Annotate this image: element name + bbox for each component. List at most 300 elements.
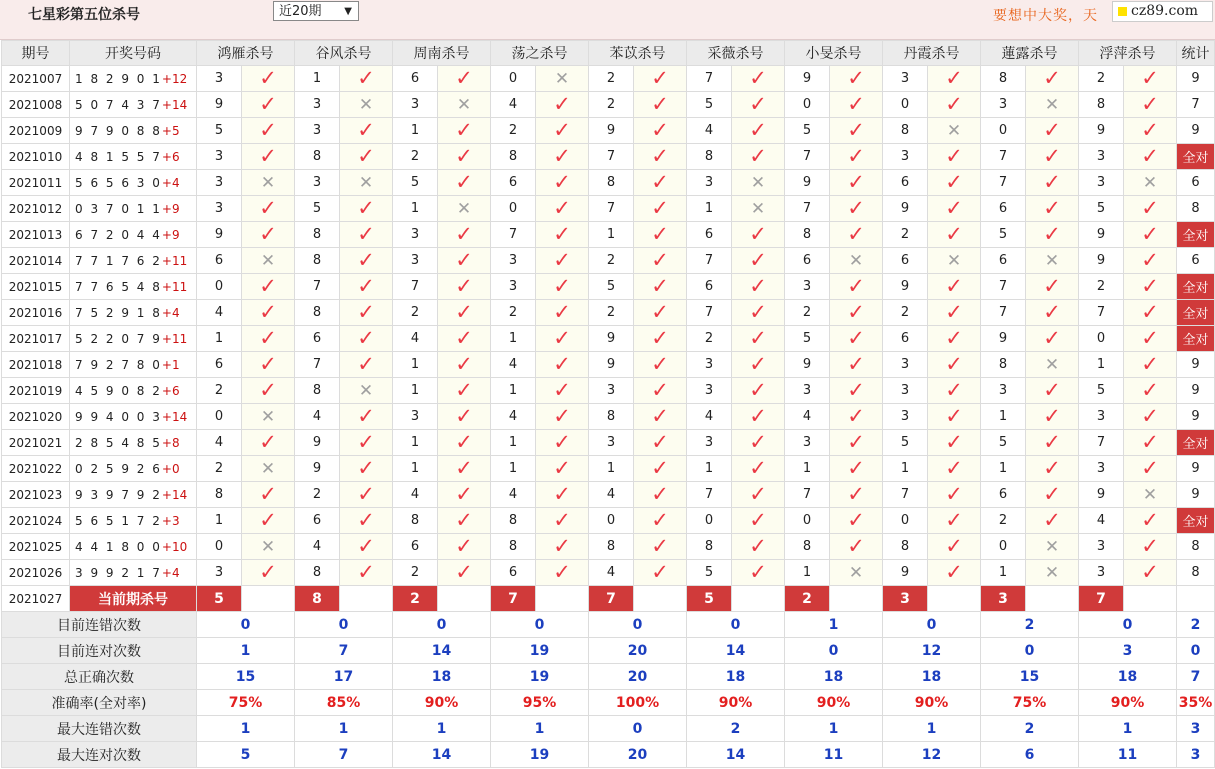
stat-cell: 全对: [1177, 508, 1215, 534]
stat-cell: 6: [1177, 170, 1215, 196]
check-icon: ✓: [259, 352, 277, 376]
stats-row: [2, 690, 1215, 716]
kill-number-cell: 3: [981, 378, 1026, 404]
draw-extra: +14: [161, 409, 188, 424]
check-icon: ✓: [945, 430, 963, 454]
draw-digits: 5 6 5 1 7 2: [75, 513, 162, 528]
kill-number-cell: 5: [687, 560, 732, 586]
result-mark-cell: [242, 378, 295, 404]
result-mark-cell: [928, 300, 981, 326]
kill-number-cell: 4: [589, 482, 634, 508]
kill-number-cell: 3: [687, 170, 732, 196]
result-mark-cell: [1026, 248, 1079, 274]
check-icon: ✓: [749, 248, 767, 272]
kill-number-cell: 2: [295, 482, 340, 508]
result-mark-cell: [732, 456, 785, 482]
check-icon: ✓: [1141, 560, 1159, 584]
result-mark-cell: [438, 326, 491, 352]
result-mark-cell: [732, 248, 785, 274]
check-icon: ✓: [1141, 66, 1159, 90]
draw-extra: +11: [161, 331, 188, 346]
result-mark-cell: [634, 170, 687, 196]
period-cell: 2021026: [2, 560, 70, 586]
check-icon: ✓: [945, 352, 963, 376]
check-icon: ✓: [651, 508, 669, 532]
check-icon: ✓: [945, 196, 963, 220]
result-mark-cell: [536, 300, 589, 326]
result-mark-cell: [536, 118, 589, 144]
kill-number-cell: 5: [1079, 196, 1124, 222]
check-icon: ✓: [749, 144, 767, 168]
kill-number-cell: 8: [295, 560, 340, 586]
check-icon: ✓: [945, 170, 963, 194]
kill-number-cell: 3: [785, 430, 830, 456]
stat-cell: 全对: [1177, 274, 1215, 300]
check-icon: ✓: [259, 92, 277, 116]
kill-number-cell: 1: [785, 560, 830, 586]
period-select-value: 近20期: [279, 4, 322, 19]
check-icon: ✓: [455, 66, 473, 90]
result-mark-cell: [438, 508, 491, 534]
check-icon: ✓: [651, 274, 669, 298]
check-icon: ✓: [357, 508, 375, 532]
result-mark-cell: [438, 378, 491, 404]
draw-numbers-cell: [70, 248, 197, 274]
cross-icon: ✕: [946, 250, 962, 271]
kill-number-cell: 7: [687, 482, 732, 508]
result-mark-cell: [830, 300, 883, 326]
result-mark-cell: [340, 92, 393, 118]
current-kill-number: 3: [981, 586, 1026, 612]
stats-value: 18: [687, 664, 785, 690]
result-mark-cell: [928, 404, 981, 430]
result-mark-cell: [536, 222, 589, 248]
cross-icon: ✕: [260, 172, 276, 193]
result-mark-cell: [830, 456, 883, 482]
result-mark-cell: [928, 378, 981, 404]
kill-number-cell: 9: [785, 66, 830, 92]
result-mark-cell: [242, 248, 295, 274]
kill-number-cell: 8: [687, 534, 732, 560]
table-row: [2, 92, 1215, 118]
stat-cell: 9: [1177, 404, 1215, 430]
result-mark-cell: [928, 222, 981, 248]
check-icon: ✓: [455, 170, 473, 194]
kill-number-cell: 7: [295, 274, 340, 300]
check-icon: ✓: [749, 482, 767, 506]
kill-number-cell: 1: [197, 508, 242, 534]
stats-value: 90%: [393, 690, 491, 716]
result-mark-cell: [634, 534, 687, 560]
result-mark-cell: [830, 404, 883, 430]
kill-number-cell: 1: [393, 352, 438, 378]
check-icon: ✓: [1043, 404, 1061, 428]
kill-number-cell: 3: [295, 170, 340, 196]
kill-number-cell: 4: [785, 404, 830, 430]
kill-number-cell: 0: [687, 508, 732, 534]
kill-number-cell: 0: [785, 508, 830, 534]
check-icon: ✓: [749, 560, 767, 584]
check-icon: ✓: [553, 482, 571, 506]
result-mark-cell: [732, 196, 785, 222]
result-mark-cell: [340, 248, 393, 274]
draw-extra: +11: [161, 253, 188, 268]
draw-numbers-cell: [70, 326, 197, 352]
check-icon: ✓: [945, 378, 963, 402]
check-icon: ✓: [945, 222, 963, 246]
check-icon: ✓: [455, 456, 473, 480]
result-mark-cell: [732, 92, 785, 118]
draw-extra: +10: [161, 539, 188, 554]
current-kill-number: 3: [883, 586, 928, 612]
table-header: [2, 41, 1215, 66]
check-icon: ✓: [1043, 144, 1061, 168]
stats-value: 1: [883, 716, 981, 742]
result-mark-cell: [732, 326, 785, 352]
kill-number-cell: 3: [491, 248, 536, 274]
result-mark-cell: [1124, 274, 1177, 300]
result-mark-cell: [340, 534, 393, 560]
empty-cell: [438, 586, 491, 612]
check-icon: ✓: [847, 482, 865, 506]
result-mark-cell: [928, 560, 981, 586]
stats-value: 2: [981, 612, 1079, 638]
check-icon: ✓: [1043, 430, 1061, 454]
check-icon: ✓: [945, 92, 963, 116]
period-cell: 2021008: [2, 92, 70, 118]
kill-number-cell: 4: [687, 118, 732, 144]
draw-numbers-cell: [70, 66, 197, 92]
stats-row: [2, 742, 1215, 768]
draw-numbers-cell: [70, 170, 197, 196]
check-icon: ✓: [651, 118, 669, 142]
kill-number-cell: 8: [589, 404, 634, 430]
kill-number-cell: 8: [491, 534, 536, 560]
check-icon: ✓: [945, 274, 963, 298]
current-kill-label: 当前期杀号: [70, 586, 197, 612]
result-mark-cell: [928, 274, 981, 300]
kill-number-cell: 6: [687, 222, 732, 248]
draw-numbers-cell: [70, 352, 197, 378]
check-icon: ✓: [455, 534, 473, 558]
draw-digits: 5 6 5 6 3 0: [75, 175, 162, 190]
table-row: [2, 66, 1215, 92]
result-mark-cell: [1124, 144, 1177, 170]
stats-value: 0: [589, 612, 687, 638]
check-icon: ✓: [651, 534, 669, 558]
period-cell: 2021023: [2, 482, 70, 508]
draw-numbers-cell: [70, 404, 197, 430]
kill-number-cell: 0: [785, 92, 830, 118]
draw-numbers-cell: [70, 196, 197, 222]
check-icon: ✓: [553, 274, 571, 298]
kill-number-cell: 2: [589, 248, 634, 274]
check-icon: ✓: [1141, 144, 1159, 168]
result-mark-cell: [1026, 92, 1079, 118]
kill-number-cell: 4: [491, 92, 536, 118]
result-mark-cell: [928, 482, 981, 508]
site-logo[interactable]: [1112, 1, 1213, 22]
kill-number-cell: 8: [589, 534, 634, 560]
check-icon: ✓: [945, 326, 963, 350]
result-mark-cell: [1124, 196, 1177, 222]
stats-value: 1: [785, 612, 883, 638]
draw-digits: 9 7 9 0 8 8: [75, 123, 162, 138]
result-mark-cell: [732, 508, 785, 534]
period-cell: 2021010: [2, 144, 70, 170]
kill-number-cell: 5: [981, 430, 1026, 456]
check-icon: ✓: [847, 352, 865, 376]
kill-number-cell: 4: [687, 404, 732, 430]
result-mark-cell: [732, 560, 785, 586]
kill-number-cell: 3: [295, 118, 340, 144]
draw-numbers-cell: [70, 534, 197, 560]
kill-number-cell: 8: [1079, 92, 1124, 118]
result-mark-cell: [928, 508, 981, 534]
stats-label: 最大连对次数: [2, 742, 197, 768]
result-mark-cell: [928, 430, 981, 456]
kill-number-cell: 3: [393, 92, 438, 118]
check-icon: ✓: [945, 560, 963, 584]
stats-value: 0: [295, 612, 393, 638]
check-icon: ✓: [357, 222, 375, 246]
column-header: 期号: [2, 41, 70, 66]
empty-cell: [1026, 586, 1079, 612]
check-icon: ✓: [1043, 274, 1061, 298]
result-mark-cell: [438, 560, 491, 586]
kill-number-cell: 6: [197, 352, 242, 378]
stat-cell: 8: [1177, 560, 1215, 586]
result-mark-cell: [1124, 534, 1177, 560]
kill-number-cell: 4: [491, 404, 536, 430]
check-icon: ✓: [1141, 326, 1159, 350]
kill-number-cell: 7: [785, 196, 830, 222]
kill-number-cell: 8: [295, 248, 340, 274]
draw-digits: 0 3 7 0 1 1: [75, 201, 162, 216]
result-mark-cell: [242, 196, 295, 222]
result-mark-cell: [242, 300, 295, 326]
check-icon: ✓: [259, 274, 277, 298]
period-cell: 2021011: [2, 170, 70, 196]
result-mark-cell: [830, 560, 883, 586]
result-mark-cell: [634, 404, 687, 430]
kill-number-cell: 8: [197, 482, 242, 508]
result-mark-cell: [634, 482, 687, 508]
stat-cell: 9: [1177, 66, 1215, 92]
stats-total: 3: [1177, 742, 1215, 768]
empty-cell: [340, 586, 393, 612]
result-mark-cell: [242, 560, 295, 586]
kill-number-cell: 2: [491, 300, 536, 326]
stats-row: [2, 612, 1215, 638]
result-mark-cell: [830, 144, 883, 170]
table-row: [2, 378, 1215, 404]
result-mark-cell: [242, 482, 295, 508]
draw-extra: +4: [161, 305, 180, 320]
stats-value: 14: [687, 742, 785, 768]
kill-number-cell: 1: [393, 378, 438, 404]
result-mark-cell: [928, 456, 981, 482]
kill-number-cell: 2: [197, 456, 242, 482]
logo-text: cz89.com: [1131, 3, 1199, 19]
kill-number-cell: 3: [687, 430, 732, 456]
check-icon: ✓: [1141, 508, 1159, 532]
kill-number-cell: 9: [883, 196, 928, 222]
result-mark-cell: [536, 430, 589, 456]
period-cell: 2021022: [2, 456, 70, 482]
check-icon: ✓: [1043, 482, 1061, 506]
kill-number-cell: 3: [589, 378, 634, 404]
cross-icon: ✕: [1044, 354, 1060, 375]
result-mark-cell: [242, 92, 295, 118]
stats-value: 7: [295, 638, 393, 664]
check-icon: ✓: [847, 326, 865, 350]
check-icon: ✓: [1043, 170, 1061, 194]
stats-label: 准确率(全对率): [2, 690, 197, 716]
check-icon: ✓: [651, 92, 669, 116]
check-icon: ✓: [455, 352, 473, 376]
check-icon: ✓: [847, 508, 865, 532]
check-icon: ✓: [357, 326, 375, 350]
draw-digits: 7 7 1 7 6 2: [75, 253, 162, 268]
check-icon: ✓: [259, 222, 277, 246]
check-icon: ✓: [847, 274, 865, 298]
kill-number-cell: 7: [785, 482, 830, 508]
kill-number-cell: 8: [589, 170, 634, 196]
check-icon: ✓: [749, 378, 767, 402]
kill-number-cell: 1: [785, 456, 830, 482]
page-title: 七星彩第五位杀号: [28, 7, 140, 23]
check-icon: ✓: [847, 404, 865, 428]
result-mark-cell: [1124, 560, 1177, 586]
result-mark-cell: [1026, 482, 1079, 508]
slogan-text[interactable]: 要想中大奖，天: [993, 8, 1098, 24]
kill-number-cell: 3: [1079, 534, 1124, 560]
kill-number-cell: 7: [295, 352, 340, 378]
result-mark-cell: [1026, 456, 1079, 482]
result-mark-cell: [340, 300, 393, 326]
cross-icon: ✕: [1044, 536, 1060, 557]
kill-number-cell: 9: [295, 430, 340, 456]
stats-value: 11: [785, 742, 883, 768]
period-cell: 2021020: [2, 404, 70, 430]
kill-number-cell: 6: [981, 196, 1026, 222]
stats-value: 100%: [589, 690, 687, 716]
kill-number-cell: 3: [197, 170, 242, 196]
logo-square-icon: [1118, 7, 1127, 16]
kill-number-cell: 9: [1079, 248, 1124, 274]
kill-number-cell: 3: [883, 404, 928, 430]
check-icon: ✓: [847, 66, 865, 90]
cross-icon: ✕: [358, 380, 374, 401]
kill-number-cell: 7: [589, 196, 634, 222]
period-select[interactable]: [273, 1, 359, 21]
result-mark-cell: [830, 274, 883, 300]
kill-number-cell: 8: [393, 508, 438, 534]
empty-cell: [830, 586, 883, 612]
stat-cell: 全对: [1177, 430, 1215, 456]
kill-number-cell: 2: [589, 66, 634, 92]
result-mark-cell: [1026, 274, 1079, 300]
check-icon: ✓: [651, 326, 669, 350]
stats-value: 18: [883, 664, 981, 690]
result-mark-cell: [830, 534, 883, 560]
draw-extra: +3: [161, 513, 180, 528]
column-header: 周南杀号: [393, 41, 491, 66]
period-cell: 2021025: [2, 534, 70, 560]
result-mark-cell: [830, 92, 883, 118]
chevron-down-icon: ▼: [344, 6, 352, 17]
check-icon: ✓: [749, 534, 767, 558]
draw-numbers-cell: [70, 378, 197, 404]
kill-number-cell: 4: [197, 430, 242, 456]
kill-number-cell: 3: [785, 378, 830, 404]
result-mark-cell: [928, 92, 981, 118]
check-icon: ✓: [357, 196, 375, 220]
period-cell: 2021014: [2, 248, 70, 274]
table-row: [2, 222, 1215, 248]
check-icon: ✓: [553, 326, 571, 350]
stats-total: 35%: [1177, 690, 1215, 716]
result-mark-cell: [1026, 300, 1079, 326]
kill-number-cell: 3: [883, 66, 928, 92]
check-icon: ✓: [553, 404, 571, 428]
stats-value: 19: [491, 638, 589, 664]
result-mark-cell: [732, 534, 785, 560]
check-icon: ✓: [847, 144, 865, 168]
draw-digits: 4 4 1 8 0 0: [75, 539, 162, 554]
current-kill-number: 5: [687, 586, 732, 612]
result-mark-cell: [438, 534, 491, 560]
result-mark-cell: [536, 274, 589, 300]
current-kill-number: 8: [295, 586, 340, 612]
period-cell: 2021024: [2, 508, 70, 534]
check-icon: ✓: [1043, 300, 1061, 324]
kill-number-cell: 6: [883, 326, 928, 352]
draw-digits: 4 5 9 0 8 2: [75, 383, 162, 398]
kill-number-cell: 9: [589, 326, 634, 352]
result-mark-cell: [438, 66, 491, 92]
kill-number-cell: 2: [491, 118, 536, 144]
kill-number-cell: 9: [589, 352, 634, 378]
check-icon: ✓: [455, 144, 473, 168]
check-icon: ✓: [455, 222, 473, 246]
result-mark-cell: [242, 170, 295, 196]
result-mark-cell: [1026, 378, 1079, 404]
kill-number-cell: 0: [197, 404, 242, 430]
kill-number-cell: 3: [393, 248, 438, 274]
kill-number-cell: 6: [785, 248, 830, 274]
empty-cell: [536, 586, 589, 612]
table-row: [2, 248, 1215, 274]
result-mark-cell: [1026, 352, 1079, 378]
result-mark-cell: [340, 456, 393, 482]
draw-extra: +6: [161, 149, 180, 164]
result-mark-cell: [634, 196, 687, 222]
draw-digits: 7 9 2 7 8 0: [75, 357, 162, 372]
kill-number-cell: 8: [981, 352, 1026, 378]
kill-number-cell: 3: [295, 92, 340, 118]
result-mark-cell: [438, 300, 491, 326]
check-icon: ✓: [945, 66, 963, 90]
kill-number-cell: 2: [589, 92, 634, 118]
result-mark-cell: [634, 274, 687, 300]
check-icon: ✓: [553, 196, 571, 220]
check-icon: ✓: [1043, 222, 1061, 246]
check-icon: ✓: [1141, 378, 1159, 402]
result-mark-cell: [536, 482, 589, 508]
result-mark-cell: [732, 300, 785, 326]
